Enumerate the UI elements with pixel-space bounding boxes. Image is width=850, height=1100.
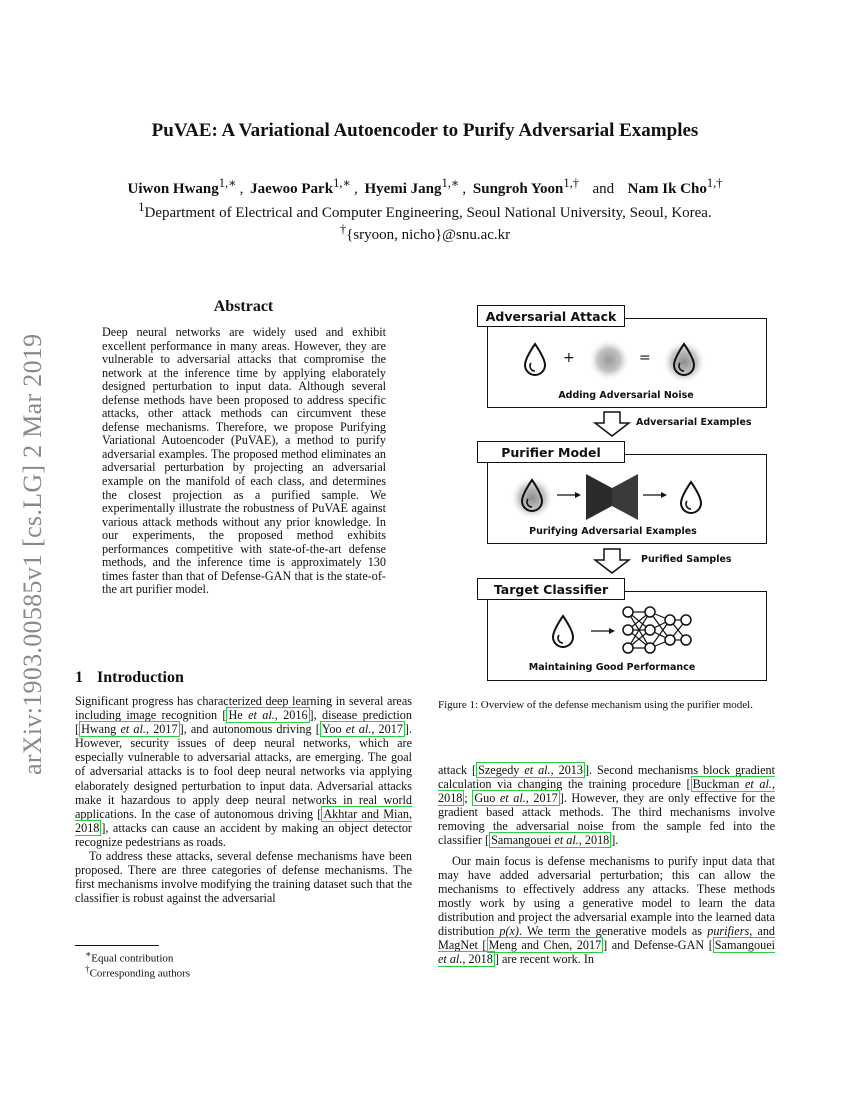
equals-sign: = xyxy=(639,350,651,366)
autoencoder-icon xyxy=(586,474,638,520)
panel-label: Target Classifier xyxy=(477,578,625,600)
arrow-label: Purified Samples xyxy=(641,554,732,565)
panel-subtitle: Adding Adversarial Noise xyxy=(558,390,694,401)
footnote: ∗Equal contribution xyxy=(85,949,174,965)
intro-right-column xyxy=(438,763,775,966)
citation-link[interactable]: He et al., 2016 xyxy=(228,708,308,723)
drop-icon xyxy=(520,340,550,380)
citation-link[interactable]: Hwang et al., 2017 xyxy=(81,722,178,737)
abstract-heading: Abstract xyxy=(213,298,274,315)
abstract-text: Deep neural networks are widely used and exhibit excellent performance in many areas. However, they are vulnerable to adversarial attacks that compromise the network at the inference time by applying elaborately designed perturbation to input data. Although several defense methods have been proposed to address specific attacks, other attack methods can circumvent these defense mechanisms. Therefore, we propose Purifying Variational Autoencoder (PuVAE), a method to purify adversarial examples. The proposed method eliminates an adversarial perturbation by projecting an adversarial example on the manifold of each class, and determines the closest projection as a purified sample. We experimentally illustrate the robustness of PuVAE against various attack methods without any prior knowledge. In our experiments, the proposed method exhibits performances competitive with state-of-the-art defense methods, and the inference time is approximately 130 times faster than that of Defense-GAN that is the state-of-the art purifier model. xyxy=(102,325,386,597)
neural-network-icon xyxy=(620,604,694,656)
down-arrow-icon xyxy=(593,548,631,574)
affiliation-sup: 1 xyxy=(138,200,145,214)
author-name: Jaewoo Park xyxy=(250,181,334,197)
author-sup: 1,∗ xyxy=(218,176,237,190)
drop-icon xyxy=(676,478,706,518)
panel-subtitle: Purifying Adversarial Examples xyxy=(529,526,697,537)
citation-link[interactable]: Guo et al., 2017 xyxy=(474,791,558,806)
citation-link[interactable]: Akhtar and Mian, 2018 xyxy=(75,806,412,835)
citation-link[interactable]: Buckman et al., 2018 xyxy=(438,777,775,806)
citation-link[interactable]: Yoo et al., 2017 xyxy=(321,722,403,737)
citation-link[interactable]: Samangouei et al., 2018 xyxy=(491,833,610,848)
citation-link[interactable]: Samangouei et al., 2018 xyxy=(438,938,776,967)
footnote-rule xyxy=(75,945,159,946)
arxiv-identifier: arXiv:1903.00585v1 [cs.LG] 2 Mar 2019 xyxy=(18,333,47,775)
author-sup: 1,∗ xyxy=(333,176,351,190)
citation-link[interactable]: Meng and Chen, 2017 xyxy=(488,938,602,953)
intro-paragraph-4: Our main focus is defense mechanisms to purify input data that may have added adversarial perturbation; this can allow the mechanisms to effectively address any attacks. These methods mostly work by using a generative model to learn the data distribution and project the adversarial example into the learned data distribution p(x). We term the generative models as purifiers, and MagNet [ Meng and Chen, 2017 ] and Defense-GAN [ Samangouei et al., 2018 ] are recent work. In xyxy=(438,853,776,967)
emails xyxy=(0,222,850,244)
adversarial-drop-icon xyxy=(510,472,554,520)
panel-label: Adversarial Attack xyxy=(477,305,625,327)
arrow-right-icon xyxy=(590,626,616,636)
arrow-right-icon xyxy=(556,490,582,500)
plus-sign: + xyxy=(563,350,575,366)
email-sup: † xyxy=(339,222,347,236)
author-name: Sungroh Yoon xyxy=(472,181,564,197)
section-title: Introduction xyxy=(97,669,184,686)
down-arrow-icon xyxy=(593,411,631,437)
author-sup: 1,† xyxy=(706,176,723,190)
intro-paragraph-2: To address these attacks, several defense mechanisms have been proposed. There are three categories of defense mechanisms. The first mechanisms involve modifying the training dataset such that the classifier is robust against the adversarial xyxy=(75,849,412,906)
section-number: 1 xyxy=(75,669,83,686)
affiliation-text: Department of Electrical and Computer Engineering, Seoul National University, Seoul, Korea. xyxy=(144,205,712,221)
panel-label: Purifier Model xyxy=(477,441,625,463)
adversarial-drop-icon xyxy=(662,336,706,384)
author-name: Nam Ik Cho xyxy=(627,181,707,197)
footnote: †Corresponding authors xyxy=(85,964,191,980)
intro-paragraph-3: attack [ Szegedy et al., 2013 ]. Second mechanisms block gradient calculation via changing the training procedure [ Buckman et al., 2018 ; Guo et al., 2017 ]. However, they are only effective for the gradient based attack methods. The third mechanisms involve removing the adversarial noise from the sample fed into the classifier [ Samangouei et al., 2018 ]. xyxy=(438,763,776,848)
arrow-right-icon xyxy=(642,490,668,500)
author-list: Uiwon Hwang$^{1,∗}$ , Jaewoo Park$^{1,∗}$ , Hyemi Jang$^{1,∗}$ , Sungroh Yoon$^{1,\dagger}$ and Nam Ik Cho$^{1,\dagger}$ xyxy=(127,176,723,197)
intro-left-column xyxy=(75,694,412,905)
author-sup: 1,† xyxy=(563,176,579,190)
email-text: {sryoon, nicho}@snu.ac.kr xyxy=(346,227,511,243)
section-heading xyxy=(75,669,184,687)
arrow-label: Adversarial Examples xyxy=(636,417,752,428)
author-sup: 1,∗ xyxy=(441,176,460,190)
drop-icon xyxy=(548,612,578,652)
author-name: Hyemi Jang xyxy=(364,181,442,197)
figure-caption: Figure 1: Overview of the defense mechanism using the purifier model. xyxy=(438,699,753,711)
authors-and: and xyxy=(592,181,615,197)
panel-subtitle: Maintaining Good Performance xyxy=(528,662,696,673)
paper-title: PuVAE: A Variational Autoencoder to Purify Adversarial Examples xyxy=(151,120,699,141)
author-name: Uiwon Hwang xyxy=(127,181,219,197)
affiliation xyxy=(0,200,850,222)
noise-icon xyxy=(588,339,630,381)
citation-link[interactable]: Szegedy et al., 2013 xyxy=(478,763,583,777)
intro-paragraph-1: Significant progress has characterized deep learning in several areas including image recognition [ He et al., 2016 ], disease prediction [ Hwang et al., 2017 ], and autonomous driving [ Yoo et al., 2017 ]. However, security issues of deep neural networks, which are especially vulnerable to adversarial attacks, are emerging. The goal of adversarial attacks is to fool deep neural networks via applying elaborately designed perturbation to input data. Adversarial attacks make it hazardous to apply deep neural networks in real world applications. In the case of autonomous driving [ Akhtar and Mian, 2018 ], attacks can cause an accident by making an object detector recognize pedestrians as roads. xyxy=(75,694,413,849)
